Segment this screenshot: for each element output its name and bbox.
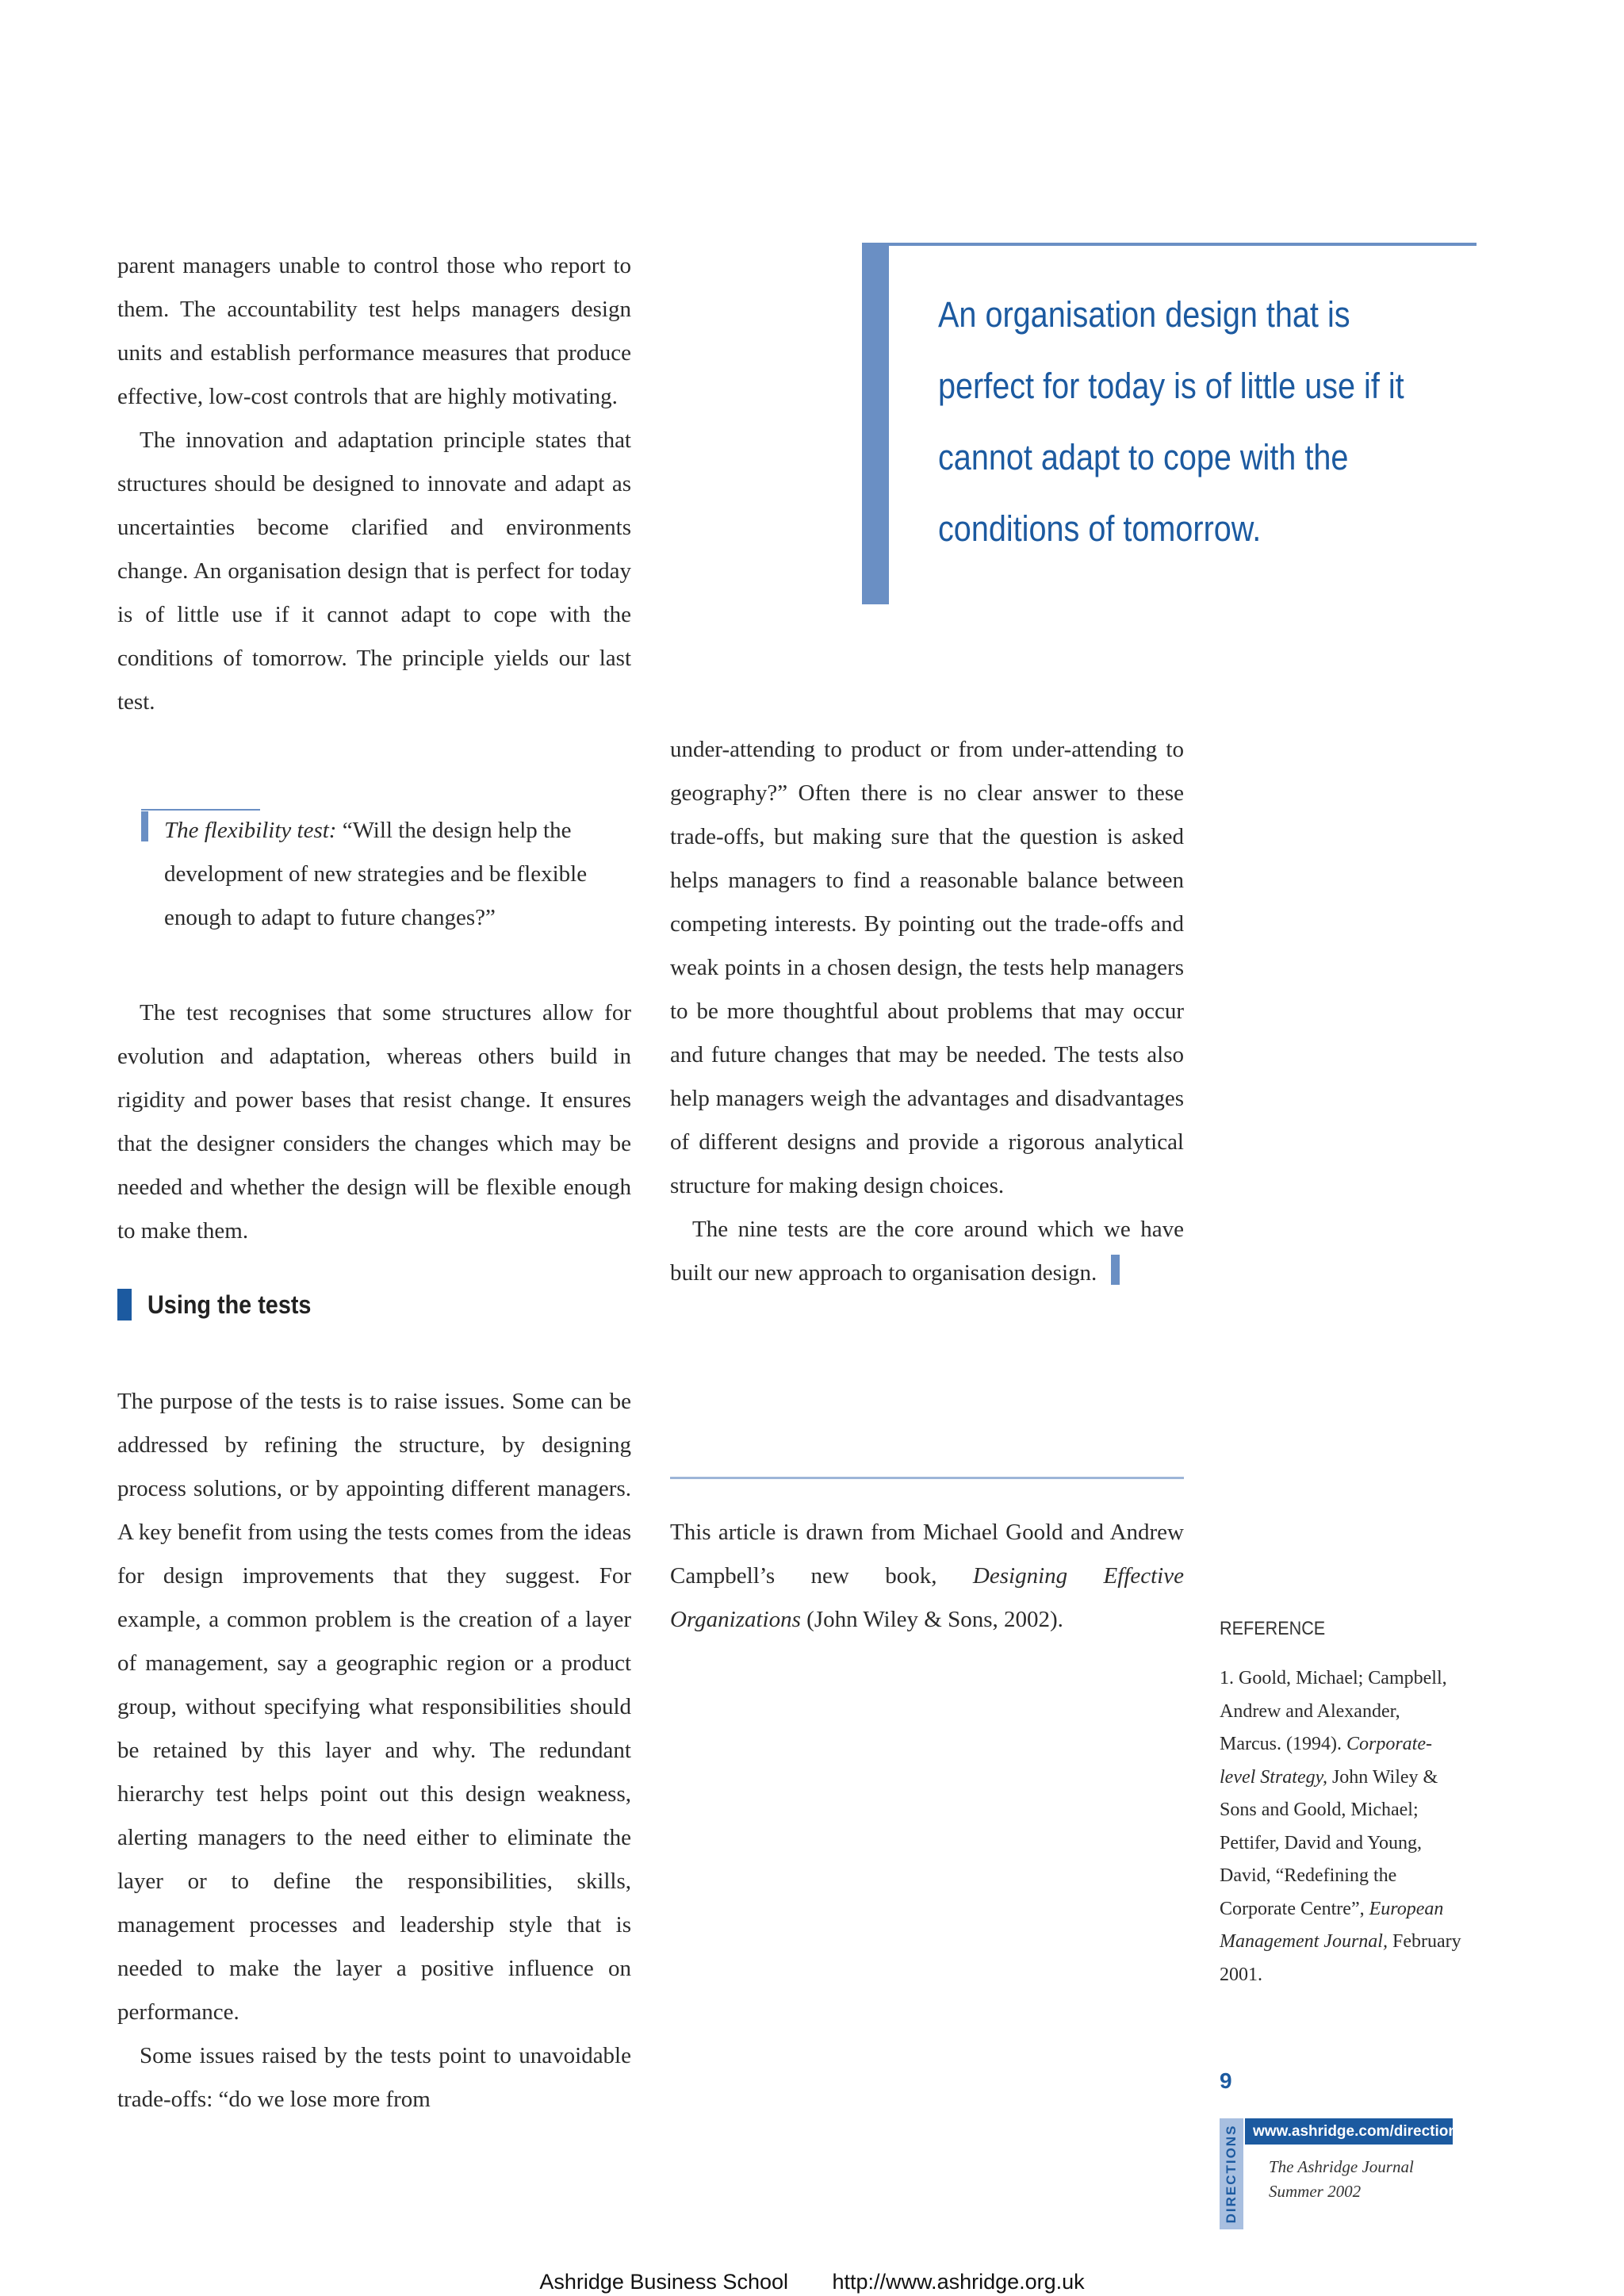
middle-paragraph-1: under-attending to product or from under-attending to geography?” Often there is no clear answer to these trade-offs, but making sure that the question is asked helps managers to find a reasonable balance between competing interests. By pointing out the trade-offs and weak points in a chosen design, the tests help managers to be more thoughtful about problems that may occur and future changes that may be needed. The tests also help managers weigh the advantages and disadvantages of different designs and provide a rigorous analytical structure for making design choices. [670, 737, 1184, 1198]
reference-part-3: February 2001. [1220, 1931, 1461, 1985]
pull-quote-rule [862, 243, 1477, 246]
source-note-post: (John Wiley & Sons, 2002). [800, 1607, 1063, 1632]
left-paragraph-2: The innovation and adaptation principle states that structures should be designed to innovate and adapt as uncertainties become clarified and environments change. An organisation design that is perfect for today is of little use if it cannot adapt to cope with the conditions of tomorrow. The principle yields our last test. [117, 427, 631, 715]
heading-text: Using the tests [147, 1290, 312, 1319]
left-column [117, 244, 631, 724]
middle-column [670, 728, 1184, 1295]
heading-bar [117, 1289, 132, 1320]
source-note [670, 1511, 1184, 1642]
source-divider [670, 1477, 1184, 1479]
source-note-pre: This article is drawn from Michael Goold and Andrew Campbell’s new book, [670, 1520, 1184, 1589]
pull-quote: An organisation design that is perfect for today is of little use if it cannot adapt to cope with the conditions of tomorrow. [938, 294, 1404, 549]
middle-paragraph-2 [670, 1208, 1184, 1295]
left-paragraph-3: The test recognises that some structures allow for evolution and adaptation, whereas others build in rigidity and power bases that resist change. It ensures that the designer considers the changes which may be needed and whether the design will be flexible enough to make them. [117, 1000, 631, 1244]
source-book-title: Designing Effective Organizations [670, 1563, 1184, 1632]
page-footer [0, 2270, 1624, 2294]
middle-paragraph-2-text: The nine tests are the core around which we have built our new approach to organisation design. [670, 1217, 1184, 1286]
reference-part-2: John Wiley & Sons and Goold, Michael; Pettifer, David and Young, David, “Redefining the Corporate Centre”, [1220, 1766, 1438, 1919]
reference-journal: European Management Journal, [1220, 1898, 1444, 1952]
page-number: 9 [1220, 2068, 1232, 2093]
footer-school: Ashridge Business School [539, 2270, 788, 2294]
left-column-bottom [117, 1380, 631, 2122]
journal-title: The Ashridge Journal [1269, 2157, 1414, 2176]
directions-band [1220, 2118, 1243, 2229]
reference-title-1: Corporate-level Strategy, [1220, 1734, 1432, 1788]
directions-label: DIRECTIONS [1224, 2124, 1239, 2224]
flexibility-test-label: The flexibility test: [164, 818, 337, 843]
left-column-lower [117, 991, 631, 1253]
left-paragraph-4: The purpose of the tests is to raise issues. Some can be addressed by refining the structure, by designing process solutions, or by appointing different managers. A key benefit from using the tests comes from the ideas for design improvements that they suggest. For example, a common problem is the creation of a layer of management, say a geographic region or a product group, without specifying what responsibilities should be retained by this layer and why. The redundant hierarchy test helps point out this design weakness, alerting managers to the need either to eliminate the layer or to define the responsibilities, skills, management processes and leadership style that is needed to make the layer a positive influence on performance. [117, 1389, 631, 2025]
journal-info [1269, 2155, 1414, 2204]
left-paragraph-1: parent managers unable to control those who report to them. The accountability test helps managers design units and establish performance measures that produce effective, low-cost controls that are highly motivating. [117, 253, 631, 409]
journal-issue: Summer 2002 [1269, 2182, 1362, 2201]
reference-heading: REFERENCE [1220, 1618, 1326, 1639]
reference-entry [1220, 1662, 1465, 1991]
flexibility-test-question: “Will the design help the development of new strategies and be flexible enough to adapt to future changes?” [164, 818, 588, 930]
flexibility-test-callout [141, 809, 641, 940]
footer-url[interactable]: http://www.ashridge.org.uk [832, 2270, 1085, 2294]
left-paragraph-5: Some issues raised by the tests point to unavoidable trade-offs: “do we lose more from [117, 2043, 631, 2112]
callout-rule [141, 809, 260, 811]
reference-part-1: 1. Goold, Michael; Campbell, Andrew and Alexander, Marcus. (1994). [1220, 1668, 1447, 1754]
article-end-mark [1111, 1255, 1120, 1285]
callout-bar [141, 811, 148, 841]
callout-text [164, 809, 641, 940]
directions-url[interactable]: www.ashridge.com/directions [1245, 2118, 1453, 2145]
pull-quote-bar [862, 244, 889, 604]
